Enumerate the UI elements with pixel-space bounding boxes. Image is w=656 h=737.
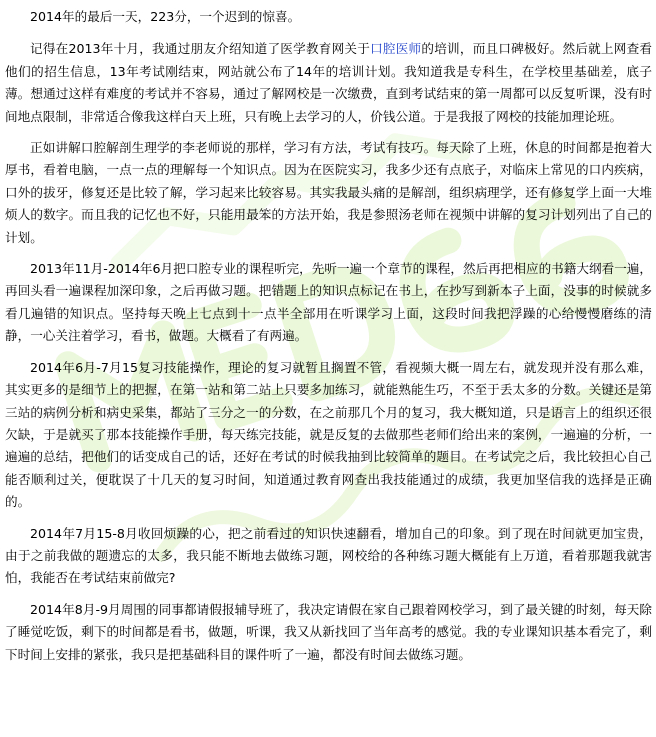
paragraph-background-text-1: 记得在2013年十月，我通过朋友介绍知道了医学教育网关于 xyxy=(30,41,371,57)
paragraph-phase-4: 2014年8月-9月周围的同事都请假报辅导班了，我决定请假在家自己跟着网校学习，到了最关键的时刻，每天除了睡觉吃饭，剩下的时间都是看书，做题，听课，我又从新找回了当年高考的感觉。我的专业课知识基本看完了，剩下时间上安排的紧张，我只是把基础科目的课件听了一遍，都没有时间去做练习题。 xyxy=(5,601,652,662)
paragraph-intro: 2014年的最后一天，223分，一个迟到的惊喜。 xyxy=(30,9,301,24)
paragraph-study-method: 正如讲解口腔解剖生理学的李老师说的那样，学习有方法，考试有技巧。每天除了上班，休息的时间都是抱着大厚书，看着电脑，一点一点的理解每一个知识点。因为在医院实习，我多少还有点底子，对临床上常见的口内疾病，口外的拔牙，修复还是比较了解，学习起来比较容易。其实我最头痛的是解剖，组织病理学，还有修复学上面一大堆烦人的数字。而且我的记忆也不好，只能用最笨的方法开始，我是参照汤老师在视频中讲解的复习计划列出了自己的计划。 xyxy=(5,140,652,245)
paragraph-background-text-2: 的培训，而且口碑极好。然后就上网查看他们的招生信息，13年考试刚结束，网站就公布了14年的培训计划。我知道我是专科生，在学校里基础差，底子薄。想通过这样有难度的考试并不容易，通过了解网校是一次缴费，直到考试结束的第一周都可以反复听课，没有时间地点限制，非常适合像我这样白天上班，只有晚上去学习的人，价钱公道。于是我报了网校的技能加理论班。 xyxy=(5,41,653,124)
paragraph-phase-3: 2014年7月15-8月收回烦躁的心，把之前看过的知识快速翻看，增加自己的印象。到了现在时间就更加宝贵，由于之前我做的题遗忘的太多，我只能不断地去做练习题，网校给的各种练习题大概能有上万道，看着那题我就害怕，我能否在考试结束前做完? xyxy=(5,525,652,586)
paragraph-phase-1: 2013年11月-2014年6月把口腔专业的课程听完，先听一遍一个章节的课程，然后再把相应的书籍大纲看一遍，再回头看一遍课程加深印象，之后再做习题。把错题上的知识点标记在书上，在抄写到新本子上面，没事的时候就多看几遍错的知识点。坚持每天晚上七点到十一点半全部用在听课学习上面，这段时间我把浮躁的心给慢慢磨练的清静，一心关注着学习，看书，做题。大概看了有两遍。 xyxy=(5,261,652,344)
paragraph-background xyxy=(5,38,652,128)
dental-physician-link[interactable]: 口腔医师 xyxy=(370,41,422,57)
paragraph-phase-2: 2014年6月-7月15复习技能操作，理论的复习就暂且搁置不管，看视频大概一周左右，就发现并没有那么难，其实更多的是细节上的把握，在第一站和第二站上只要多加练习，就能熟能生巧，不至于丢太多的分数。关键还是第三站的病例分析和病史采集，都站了三分之一的分数，在之前那几个月的复习，我大概知道，只是语言上的组织还很欠缺，于是就买了那本技能操作手册，每天练完技能，就是反复的去做那些老师们给出来的案例，一遍遍的分析，一遍遍的总结，把他们的话变成自己的话，还好在考试的时候我抽到比较简单的题目。在考试完之后，我比较担心自己能否顺利过关，便耽误了十几天的复习时间，知道通过教育网查出我技能通过的成绩，我更加坚信我的选择是正确的。 xyxy=(5,359,652,510)
